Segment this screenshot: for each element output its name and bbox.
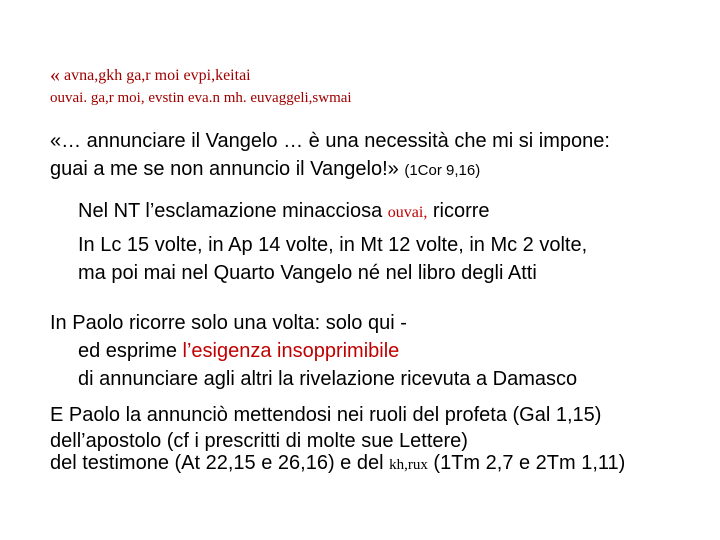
greek-word-keryx: kh,rux <box>389 457 428 473</box>
opening-guillemet: « <box>50 64 60 86</box>
paolo-line-2 <box>78 340 399 363</box>
italian-quote-line-1: «… annunciare il Vangelo … è una necessità che mi si impone: <box>50 130 610 152</box>
italian-quote-text-2: guai a me se non annuncio il Vangelo!» <box>50 158 399 180</box>
ruoli-line-3-before: del testimone (At 22,15 e 26,16) e del <box>50 452 384 474</box>
ruoli-line-3 <box>50 452 625 475</box>
gospel-counts-line-2: ma poi mai nel Quarto Vangelo né nel libro degli Atti <box>78 262 537 284</box>
nt-occurrence-after: ricorre <box>432 200 490 222</box>
bible-reference: (1Cor 9,16) <box>404 162 481 179</box>
italian-quote-line-2 <box>50 158 480 181</box>
greek-quote-line-1 <box>50 64 251 87</box>
greek-text-2: ga,r moi, evstin eva.n mh. euvaggeli,swmai <box>90 90 352 106</box>
greek-quote-line-2 <box>50 90 352 107</box>
greek-word-ouai: ouvai. <box>50 90 88 106</box>
ruoli-line-3-after: (1Tm 2,7 e 2Tm 1,11) <box>433 452 626 474</box>
gospel-counts-line-1: In Lc 15 volte, in Ap 14 volte, in Mt 12 volte, in Mc 2 volte, <box>78 234 588 256</box>
nt-occurrence-before: Nel NT l’esclamazione minacciosa <box>78 200 383 222</box>
ruoli-line-1: E Paolo la annunciò mettendosi nei ruoli del profeta (Gal 1,15) <box>50 404 602 426</box>
paolo-line-1: In Paolo ricorre solo una volta: solo qui - <box>50 312 407 334</box>
highlight-esigenza: l’esigenza insopprimibile <box>182 340 400 362</box>
paolo-line-2-before: ed esprime <box>78 340 177 362</box>
ruoli-line-2: dell’apostolo (cf i prescritti di molte sue Lettere) <box>50 430 468 452</box>
greek-text-1: avna,gkh ga,r moi evpi,keitai <box>64 67 251 84</box>
paolo-line-3: di annunciare agli altri la rivelazione ricevuta a Damasco <box>78 368 578 390</box>
greek-word-ouai-inline: ouvai, <box>387 204 428 221</box>
nt-occurrence-line <box>78 200 490 223</box>
